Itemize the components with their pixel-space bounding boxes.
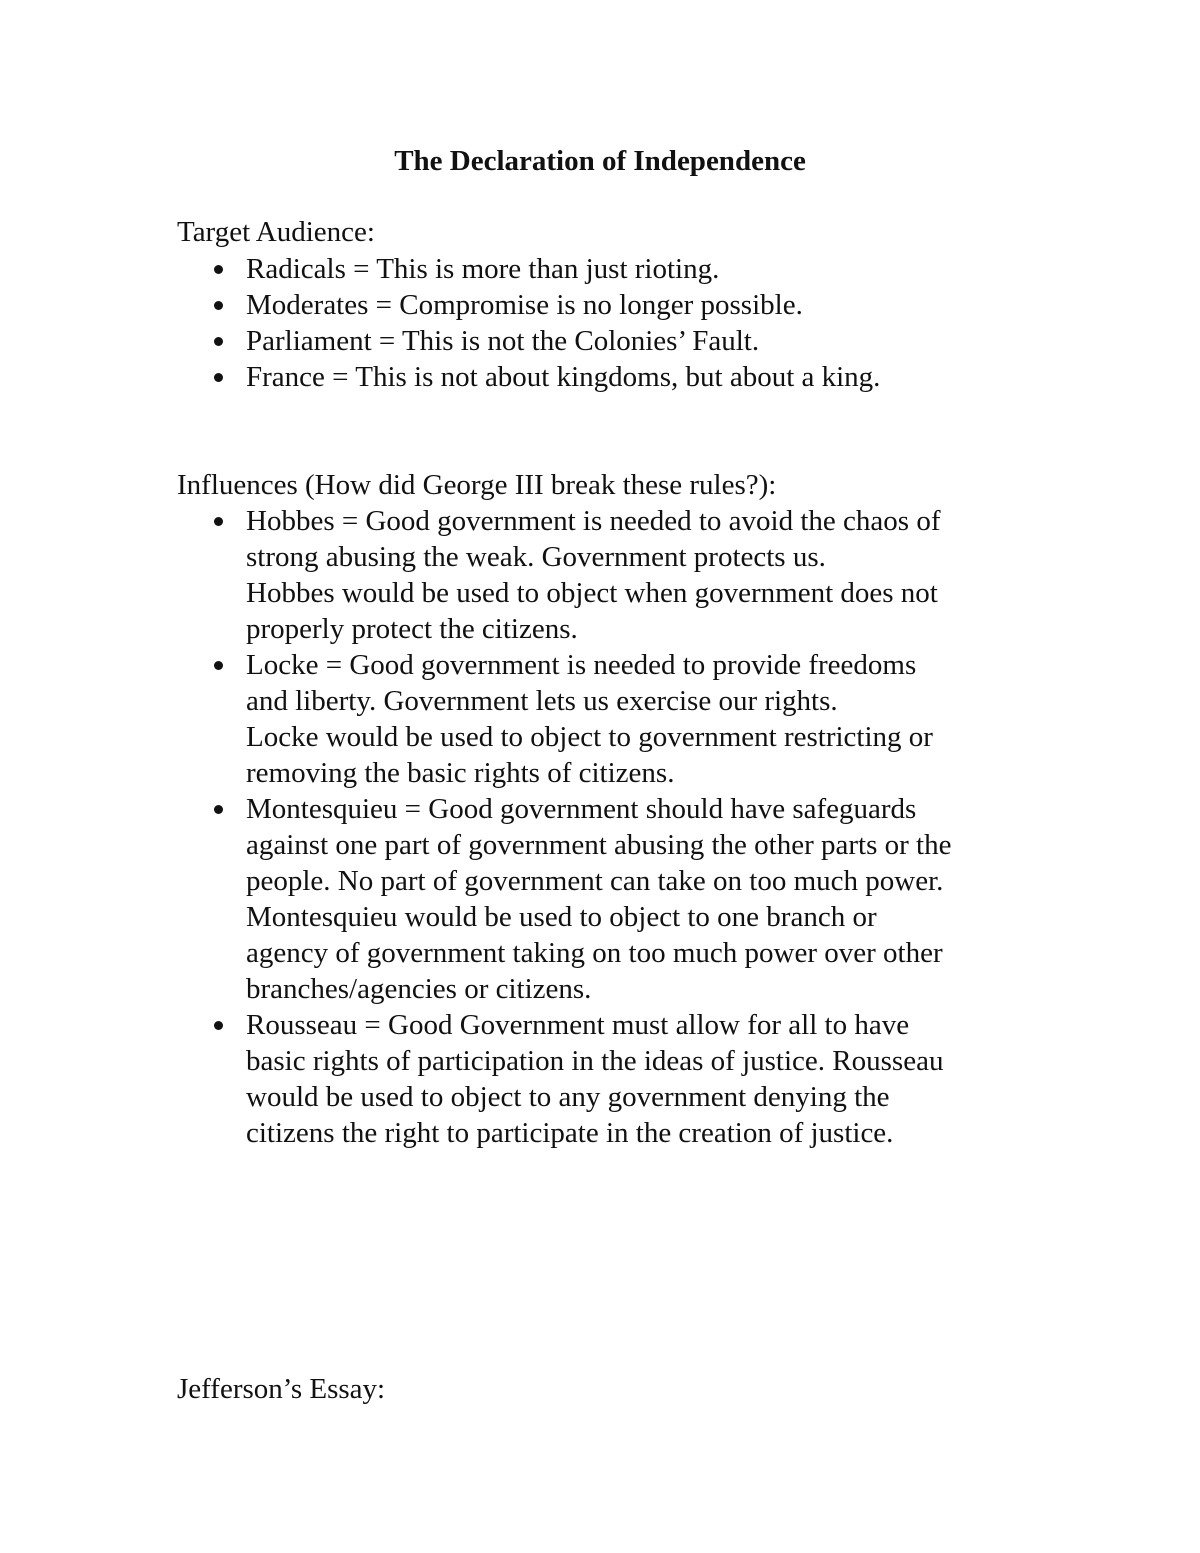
list-item-text: Radicals = This is more than just rioting.: [246, 253, 720, 285]
list-item: [0, 323, 1200, 359]
list-item-line: Locke = Good government is needed to provide freedoms: [246, 649, 917, 681]
influences-list: [0, 503, 1200, 1151]
target-audience-list: [0, 251, 1200, 395]
essay-heading: Jefferson’s Essay:: [177, 1373, 386, 1405]
list-item-montesquieu: [0, 791, 1200, 1007]
list-item-line: Hobbes = Good government is needed to avoid the chaos of: [246, 505, 941, 537]
list-item-line: properly protect the citizens.: [246, 613, 578, 645]
list-item: [0, 287, 1200, 323]
bullet-icon: [214, 301, 223, 310]
bullet-icon: [214, 805, 223, 814]
list-item-rousseau: [0, 1007, 1200, 1151]
list-item-line: Rousseau = Good Government must allow for all to have: [246, 1009, 910, 1041]
list-item-line: citizens the right to participate in the creation of justice.: [246, 1117, 894, 1149]
list-item-line: and liberty. Government lets us exercise our rights.: [246, 685, 838, 717]
list-item-line: Locke would be used to object to government restricting or: [246, 721, 933, 753]
list-item-hobbes: [0, 503, 1200, 647]
bullet-icon: [214, 265, 223, 274]
list-item-text: France = This is not about kingdoms, but about a king.: [246, 361, 881, 393]
list-item-line: Montesquieu = Good government should have safeguards: [246, 793, 917, 825]
target-audience-heading: Target Audience:: [177, 216, 375, 248]
bullet-icon: [214, 661, 223, 670]
list-item-line: basic rights of participation in the ideas of justice. Rousseau: [246, 1045, 944, 1077]
list-item-line: branches/agencies or citizens.: [246, 973, 592, 1005]
list-item: [0, 251, 1200, 287]
list-item: [0, 359, 1200, 395]
bullet-icon: [214, 517, 223, 526]
bullet-icon: [214, 337, 223, 346]
list-item-line: Montesquieu would be used to object to one branch or: [246, 901, 877, 933]
influences-heading: Influences (How did George III break these rules?):: [177, 469, 777, 501]
list-item-text: Moderates = Compromise is no longer possible.: [246, 289, 803, 321]
list-item-locke: [0, 647, 1200, 791]
list-item-line: agency of government taking on too much power over other: [246, 937, 943, 969]
list-item-line: would be used to object to any government denying the: [246, 1081, 890, 1113]
bullet-icon: [214, 1021, 223, 1030]
list-item-line: removing the basic rights of citizens.: [246, 757, 675, 789]
list-item-text: Parliament = This is not the Colonies’ Fault.: [246, 325, 760, 357]
bullet-icon: [214, 373, 223, 382]
list-item-line: strong abusing the weak. Government protects us.: [246, 541, 826, 573]
list-item-line: Hobbes would be used to object when government does not: [246, 577, 938, 609]
document-title: The Declaration of Independence: [394, 145, 806, 177]
list-item-line: people. No part of government can take on too much power.: [246, 865, 944, 897]
list-item-line: against one part of government abusing the other parts or the: [246, 829, 952, 861]
